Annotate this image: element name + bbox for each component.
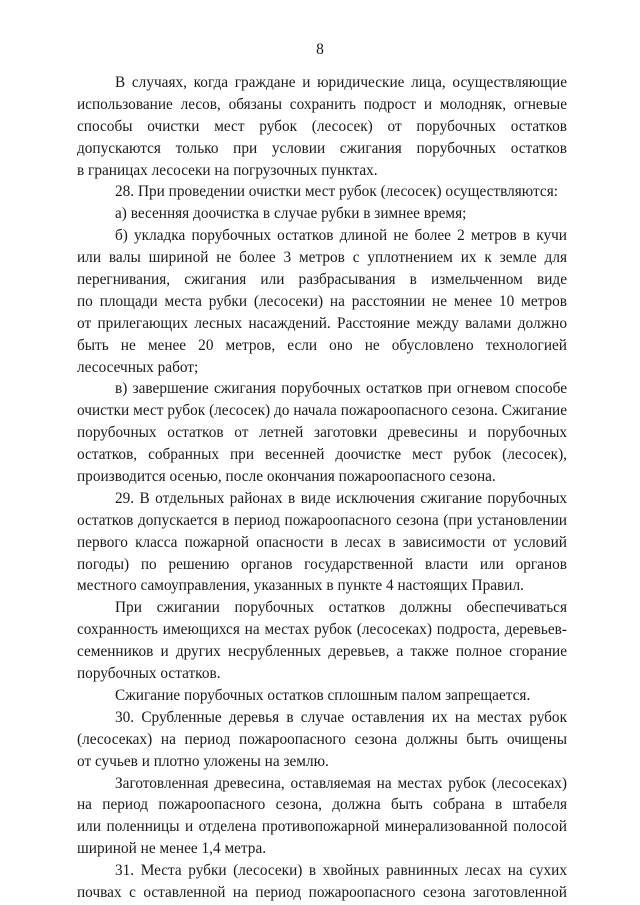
text-line: 29. В отдельных районах в виде исключения сжигание порубочных — [115, 489, 567, 507]
text-line: допускаются только при условии сжигания порубочных остатков — [77, 139, 567, 157]
text-line: остатков, собранных при весенней доочистке мест рубок (лесосек), — [77, 446, 567, 464]
text-line: в границах лесосеки на погрузочных пунктах. — [77, 161, 378, 179]
text-line: порубочных остатков от летней заготовки древесины и порубочных — [77, 424, 567, 442]
text-line: При сжигании порубочных остатков должны обеспечиваться — [115, 599, 567, 617]
text-line: способы очистки мест рубок (лесосек) от порубочных остатков — [77, 117, 567, 135]
text-line: лесосечных работ; — [77, 358, 199, 376]
text-line: а) весенняя доочистка в случае рубки в зимнее время; — [115, 205, 467, 223]
text-line: первого класса пожарной опасности в лесах в зависимости от условий — [77, 533, 567, 551]
text-line: остатков допускается в период пожароопасного сезона (при установлении — [77, 511, 567, 529]
text-line: Сжигание порубочных остатков сплошным палом запрещается. — [115, 686, 531, 704]
text-line: очистки мест рубок (лесосек) до начала пожароопасного сезона. Сжигание — [77, 402, 567, 420]
text-line: 31. Места рубки (лесосеки) в хвойных равнинных лесах на сухих — [115, 862, 567, 880]
text-line: по площади места рубки (лесосеки) на расстоянии не менее 10 метров — [77, 292, 567, 310]
text-line: быть не менее 20 метров, если оно не обусловлено технологией — [77, 336, 567, 354]
page-number: 8 — [316, 41, 324, 58]
text-line: использование лесов, обязаны сохранить подрост и молодняк, огневые — [77, 95, 567, 113]
text-line: производится осенью, после окончания пожароопасного сезона. — [77, 468, 496, 486]
text-line: (лесосеках) на период пожароопасного сезона должны быть очищены — [77, 730, 567, 748]
text-line: порубочных остатков. — [77, 665, 221, 683]
text-line: или поленницы и отделена противопожарной минерализованной полосой — [77, 818, 567, 836]
text-line: шириной не менее 1,4 метра. — [77, 840, 267, 858]
text-line: местного самоуправления, указанных в пункте 4 настоящих Правил. — [77, 577, 524, 595]
text-line: на период пожароопасного сезона, должна быть собрана в штабеля — [77, 796, 567, 814]
text-line: от прилегающих лесных насаждений. Расстояние между валами должно — [77, 314, 567, 332]
text-line: погоды) по решению органов государственной власти или органов — [77, 555, 567, 573]
text-line: В случаях, когда граждане и юридические лица, осуществляющие — [115, 74, 567, 91]
text-line: б) укладка порубочных остатков длиной не более 2 метров в кучи — [115, 227, 567, 245]
text-line: перегнивания, сжигания или разбрасывания в измельченном виде — [77, 271, 567, 289]
text-line: или валы шириной не более 3 метров с уплотнением их к земле для — [77, 249, 567, 267]
text-line: в) завершение сжигания порубочных остатков при огневом способе — [115, 380, 567, 398]
text-line: почвах с оставленной на период пожароопасного сезона заготовленной — [77, 883, 567, 901]
document-body — [77, 72, 567, 904]
text-line: сохранность имеющихся на местах рубок (лесосеках) подроста, деревьев- — [77, 621, 567, 639]
text-line: 30. Срубленные деревья в случае оставления их на местах рубок — [115, 708, 567, 726]
text-line: от сучьев и плотно уложены на землю. — [77, 752, 329, 770]
text-line: 28. При проведении очистки мест рубок (лесосек) осуществляются: — [115, 183, 558, 201]
text-line: Заготовленная древесина, оставляемая на местах рубок (лесосеках) — [115, 774, 567, 792]
text-line: семенников и других несрубленных деревьев, а также полное сгорание — [77, 643, 567, 661]
